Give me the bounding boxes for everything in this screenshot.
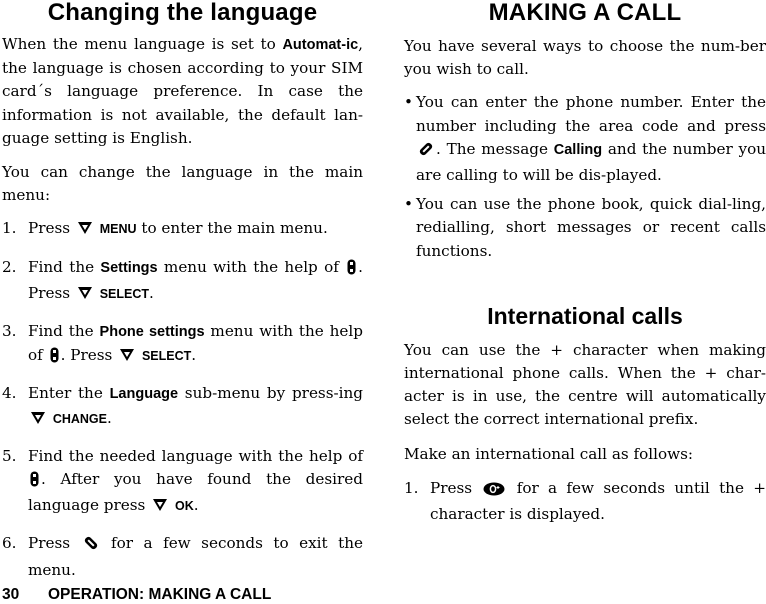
scroll-key-icon (30, 471, 39, 494)
section-heading-language: Changing the language (47, 0, 318, 26)
step-5: 5. Find the needed language with the help of . After you have found the desired language press OK. (2, 445, 363, 521)
call-intro-paragraph: You have several ways to choose the num-ber you wish to call. (404, 37, 766, 79)
intro-text-1: When the menu language is set to (2, 35, 283, 53)
international-steps (404, 477, 766, 526)
step-6: 6. Press for a few seconds to exit the menu. (2, 534, 363, 579)
change-key-label: CHANGE (52, 411, 107, 426)
softkey-icon (152, 497, 168, 520)
keyword-language: Language (109, 386, 179, 403)
select-key-label: SELECT (99, 286, 150, 301)
softkey-icon (30, 410, 46, 433)
bullet-phone-book: • You can use the phone book, quick dial-ling, redialling, short messages or recent calls functions. (404, 195, 766, 260)
intro-paragraph (2, 33, 363, 150)
call-methods-list (404, 91, 766, 262)
scroll-key-icon (50, 347, 59, 370)
intl-step-1: 1. Press for a few seconds until the + character is displayed. (404, 478, 766, 524)
international-paragraph: You can use the + character when making international phone calls. When the + char-acter is in use, the centre will automatically select the correct international prefix. (404, 340, 766, 429)
call-key-icon (418, 141, 434, 164)
softkey-icon (77, 220, 93, 243)
subheading-international-calls: International calls (487, 302, 683, 329)
page-number: 30 (2, 586, 20, 603)
zero-plus-key-icon (483, 480, 505, 503)
language-steps (2, 217, 363, 581)
keyword-calling: Calling (553, 141, 603, 158)
end-key-icon (83, 535, 99, 558)
keyword-automatic: Automat-ic (282, 37, 359, 53)
softkey-icon (119, 347, 135, 370)
footer-title: OPERATION: MAKING A CALL (48, 586, 272, 603)
step-4: 4. Enter the Language sub-menu by press-ing CHANGE. (2, 382, 363, 432)
intro-text-2: , the language is chosen according to your SIM card´s language preference. In case the information is not available, the default lan-guage setting is English. (2, 35, 363, 147)
step-2: 2. Find the Settings menu with the help of . Press SELECT. (2, 256, 363, 308)
menu-key-label: MENU (99, 222, 137, 237)
main-menu-paragraph: You can change the language in the main menu: (2, 163, 363, 205)
scroll-key-icon (347, 259, 356, 282)
international-howto: Make an international call as follows: (404, 444, 694, 463)
left-column (2, 0, 363, 582)
bullet-enter-number: • You can enter the phone number. Enter the number including the area code and press . The message Calling and the number you are calling to will be dis-played. (404, 93, 766, 185)
section-heading-making-a-call: MAKING A CALL (488, 0, 682, 26)
keyword-phone-settings: Phone settings (99, 324, 205, 341)
right-column (404, 0, 766, 526)
step-1: 1. Press MENU to enter the main menu. (2, 217, 363, 243)
ok-key-label: OK (175, 499, 194, 514)
softkey-icon (77, 285, 93, 308)
step-3: 3. Find the Phone settings menu with the help of . Press SELECT. (2, 320, 363, 370)
select-key-label: SELECT (141, 349, 192, 364)
page-footer (2, 586, 271, 604)
keyword-settings: Settings (100, 259, 158, 276)
